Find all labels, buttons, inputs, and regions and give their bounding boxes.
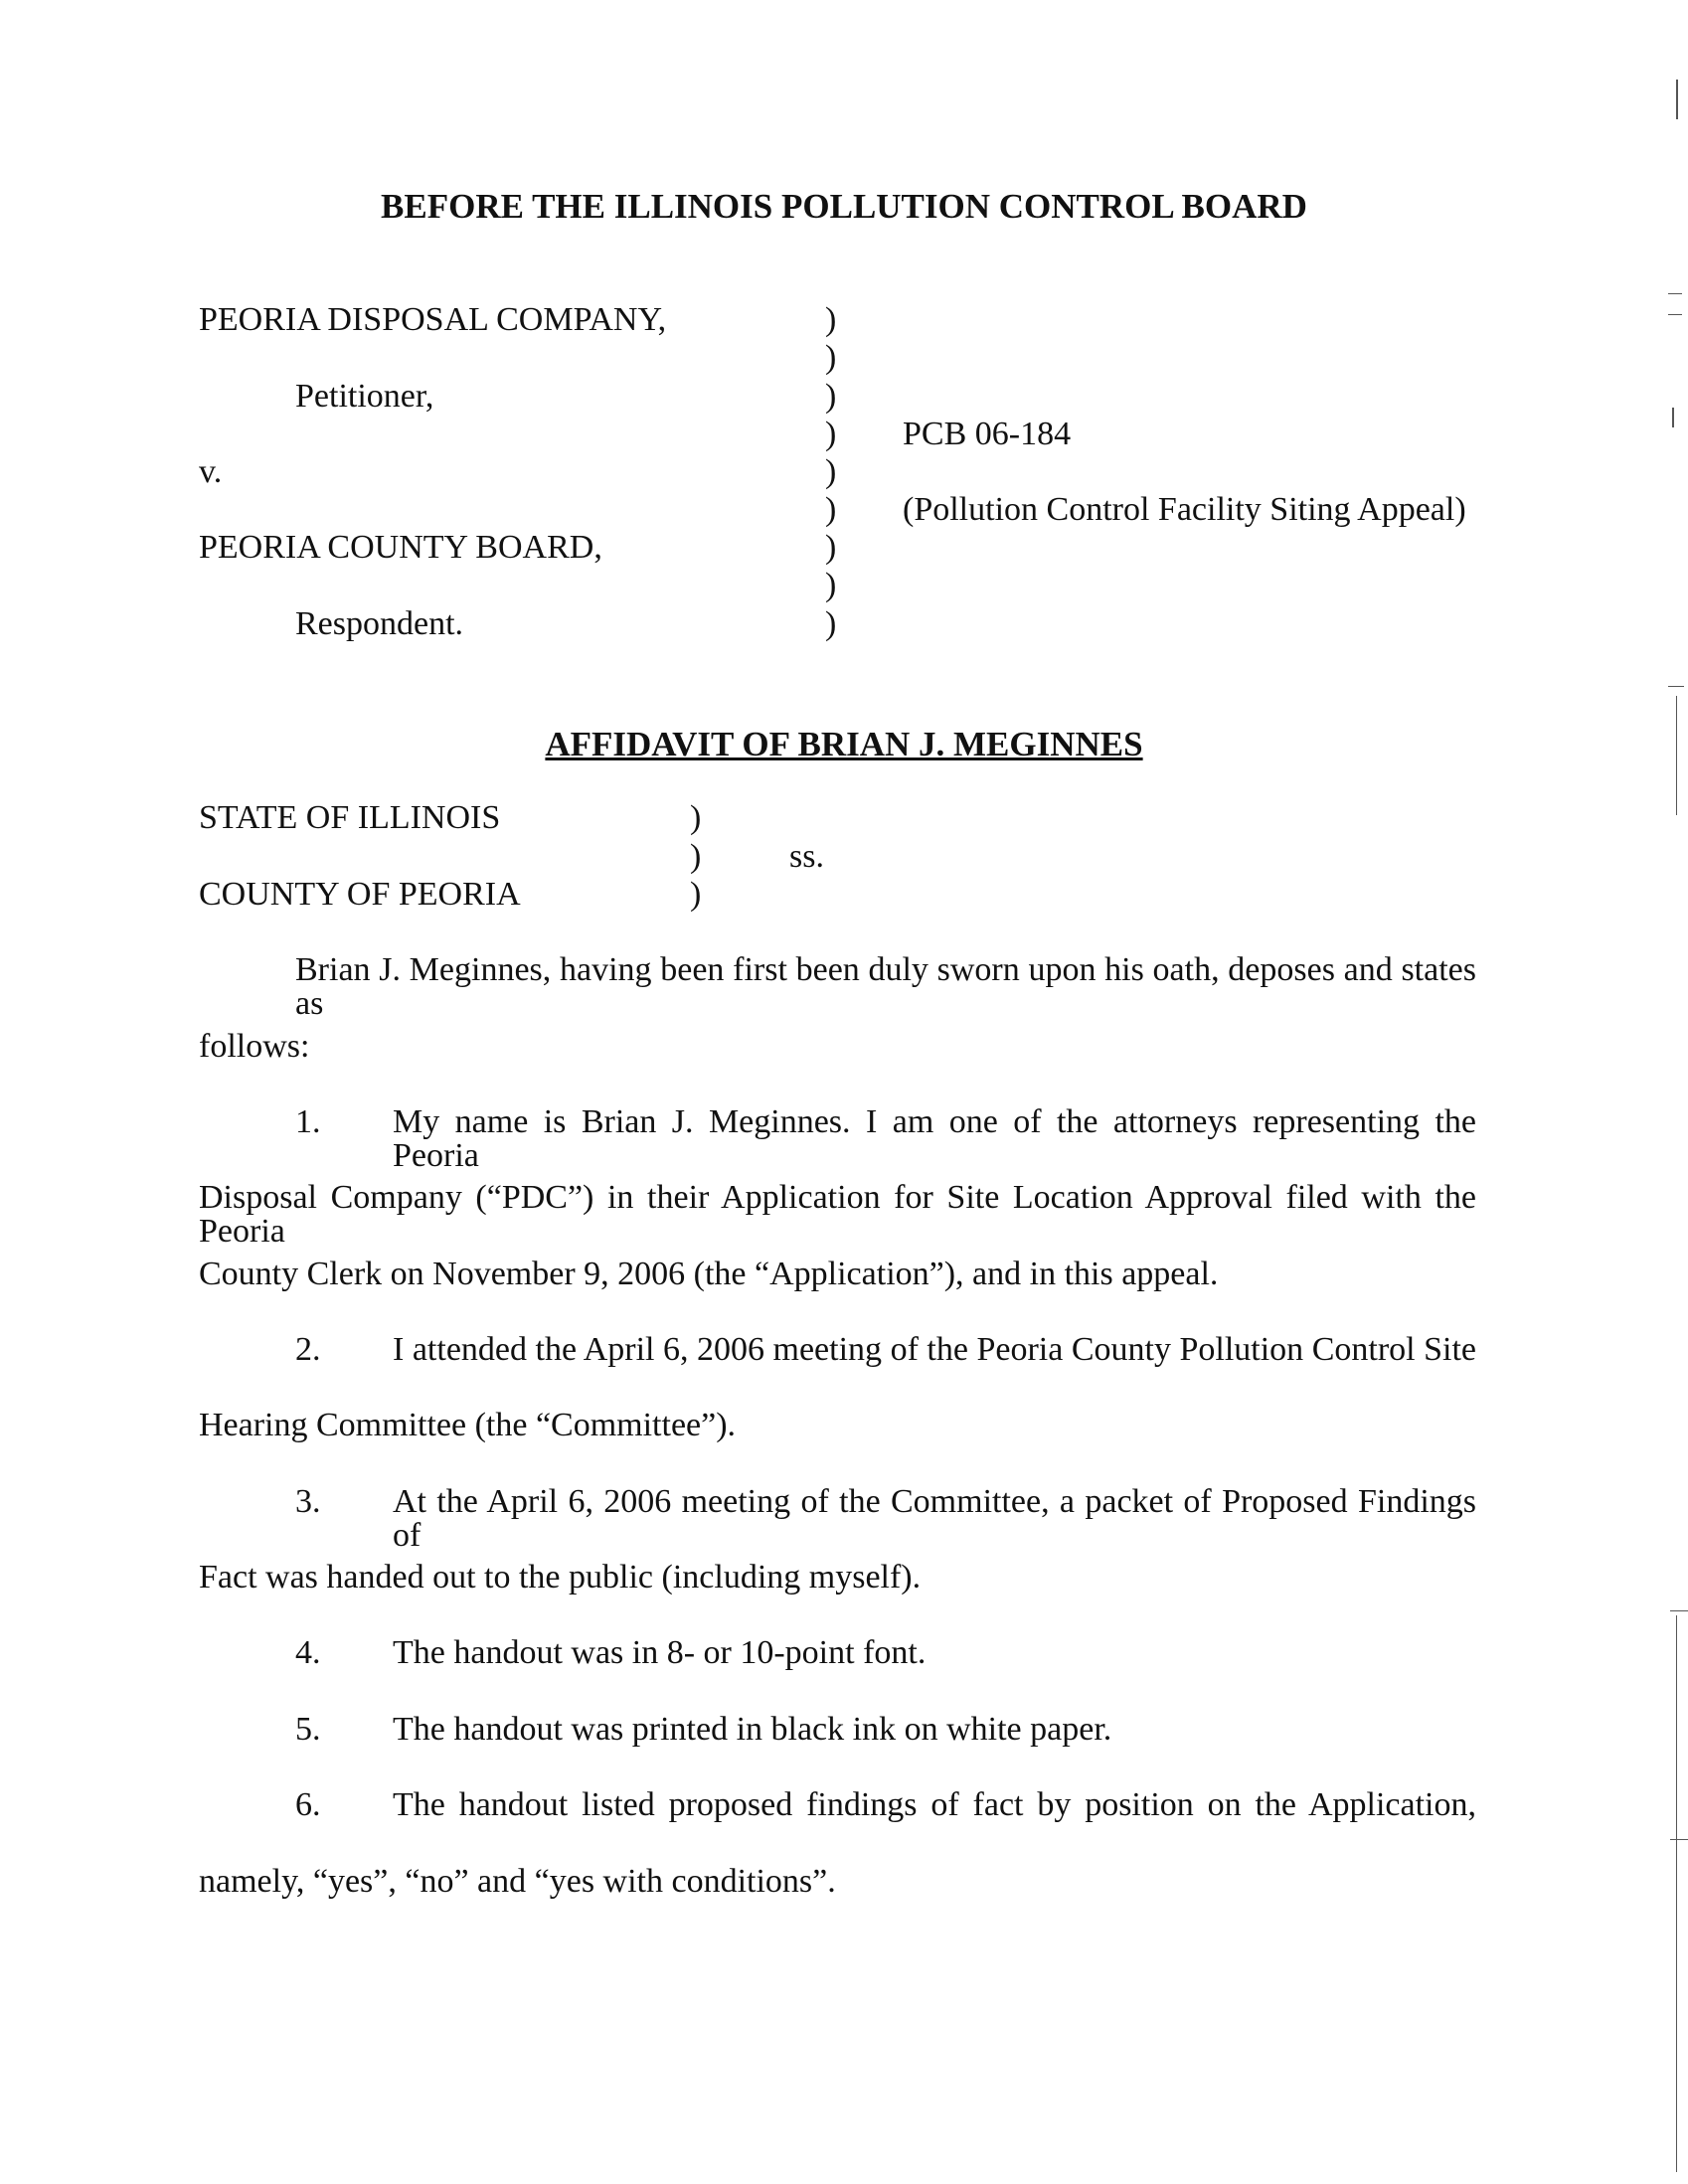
scan-mark (1670, 1610, 1688, 1611)
case-type: (Pollution Control Facility Siting Appeal) (903, 491, 1466, 528)
paragraph-line: The handout listed proposed findings of fact by position on the Application, (393, 1786, 1476, 1823)
paragraph-line: I attended the April 6, 2006 meeting of the Peoria County Pollution Control Site (393, 1331, 1476, 1368)
board-title: BEFORE THE ILLINOIS POLLUTION CONTROL BOARD (381, 187, 1307, 226)
paragraph-number: 1. (295, 1103, 321, 1140)
paragraph-line: The handout was in 8- or 10-point font. (393, 1634, 927, 1671)
venue-ss: ss. (789, 838, 824, 875)
scan-mark (1676, 1615, 1677, 2172)
venue-paren: ) (690, 876, 702, 913)
caption-paren: ) (825, 529, 837, 566)
paragraph-number: 5. (295, 1711, 321, 1748)
scan-mark (1672, 408, 1674, 427)
caption-paren: ) (825, 605, 837, 642)
scan-mark (1670, 1839, 1688, 1840)
scan-mark (1668, 686, 1684, 687)
intro-line-1: Brian J. Meginnes, having been first been duly sworn upon his oath, deposes and states as (295, 951, 1476, 1022)
paragraph-number: 3. (295, 1483, 321, 1520)
paragraph-line: namely, “yes”, “no” and “yes with conditions”. (199, 1863, 836, 1900)
venue-paren: ) (690, 838, 702, 875)
paragraph-line: My name is Brian J. Meginnes. I am one of the attorneys representing the Peoria (393, 1103, 1476, 1174)
scan-mark (1676, 80, 1678, 119)
affidavit-title: AFFIDAVIT OF BRIAN J. MEGINNES (545, 725, 1143, 763)
paragraph-line: County Clerk on November 9, 2006 (the “Application”), and in this appeal. (199, 1256, 1219, 1292)
scan-mark (1668, 293, 1682, 294)
venue-paren: ) (690, 799, 702, 836)
paragraph-line: At the April 6, 2006 meeting of the Committee, a packet of Proposed Findings of (393, 1483, 1476, 1554)
caption-paren: ) (825, 453, 837, 490)
scan-mark (1676, 696, 1677, 815)
case-number: PCB 06-184 (903, 416, 1072, 452)
intro-line-2: follows: (199, 1028, 310, 1065)
scan-edge-marks (1648, 0, 1688, 2184)
venue-county: COUNTY OF PEORIA (199, 876, 521, 913)
caption-paren: ) (825, 378, 837, 415)
caption-paren: ) (825, 339, 837, 376)
paragraph-number: 4. (295, 1634, 321, 1671)
scan-mark (1668, 314, 1682, 315)
petitioner-role: Petitioner, (295, 378, 434, 415)
paragraph-line: Fact was handed out to the public (including myself). (199, 1559, 922, 1596)
respondent-name: PEORIA COUNTY BOARD, (199, 529, 602, 566)
paragraph-line: Hearing Committee (the “Committee”). (199, 1407, 737, 1443)
venue-state: STATE OF ILLINOIS (199, 799, 501, 836)
paragraph-number: 2. (295, 1331, 321, 1368)
caption-paren: ) (825, 301, 837, 338)
paragraph-line: Disposal Company (“PDC”) in their Application for Site Location Approval filed with the Peoria (199, 1179, 1476, 1250)
caption-paren: ) (825, 416, 837, 452)
paragraph-number: 6. (295, 1786, 321, 1823)
paragraph-line: The handout was printed in black ink on white paper. (393, 1711, 1112, 1748)
respondent-role: Respondent. (295, 605, 464, 642)
versus: v. (199, 453, 223, 490)
caption-paren: ) (825, 567, 837, 603)
caption-paren: ) (825, 491, 837, 528)
petitioner-name: PEORIA DISPOSAL COMPANY, (199, 301, 667, 338)
